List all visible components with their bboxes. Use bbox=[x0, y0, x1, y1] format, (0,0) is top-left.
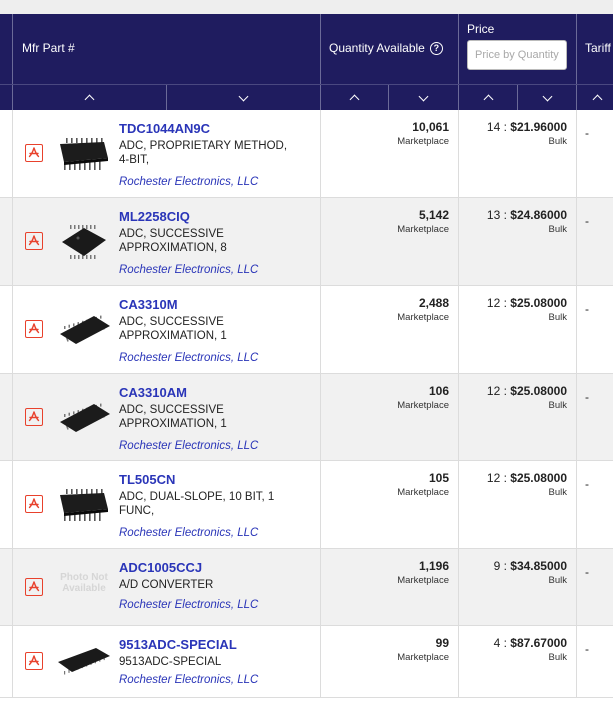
column-divider bbox=[458, 110, 459, 197]
header-price[interactable]: Price bbox=[467, 22, 495, 36]
manufacturer-link[interactable]: Rochester Electronics, LLC bbox=[119, 674, 259, 686]
price-break-qty: 12 bbox=[486, 296, 501, 310]
pdf-icon[interactable] bbox=[25, 495, 43, 513]
chevron-down-icon bbox=[239, 91, 249, 101]
chevron-up-icon bbox=[350, 95, 360, 105]
table-row[interactable] bbox=[0, 461, 613, 549]
column-divider bbox=[458, 374, 459, 460]
product-image[interactable] bbox=[56, 308, 112, 352]
price-line: 9 : $34.85000 bbox=[493, 559, 567, 573]
quantity-value: 10,061 bbox=[412, 120, 449, 134]
supplier-label: Marketplace bbox=[397, 487, 449, 498]
column-divider bbox=[12, 110, 13, 197]
pdf-icon[interactable] bbox=[25, 232, 43, 250]
column-divider bbox=[576, 549, 577, 625]
table-row[interactable] bbox=[0, 374, 613, 461]
column-divider bbox=[458, 198, 459, 285]
quantity-value: 1,196 bbox=[418, 559, 449, 573]
quantity-value: 5,142 bbox=[418, 208, 449, 222]
supplier-label: Marketplace bbox=[397, 575, 449, 586]
sort-mfr-desc[interactable] bbox=[167, 85, 320, 110]
price-cell bbox=[487, 471, 567, 498]
column-divider bbox=[576, 198, 577, 285]
column-divider bbox=[458, 549, 459, 625]
table-header bbox=[0, 14, 613, 84]
column-divider bbox=[320, 626, 321, 697]
price-break-qty: 13 bbox=[486, 208, 501, 222]
table-row[interactable] bbox=[0, 110, 613, 198]
header-quantity-label: Quantity Available bbox=[329, 41, 425, 55]
price-cell bbox=[487, 120, 567, 147]
price-break-qty: 12 bbox=[486, 384, 501, 398]
packaging: Bulk bbox=[548, 487, 567, 498]
column-divider bbox=[576, 461, 577, 548]
tariff-value: - bbox=[585, 642, 589, 656]
column-divider bbox=[12, 374, 13, 460]
price-by-quantity-input[interactable] bbox=[467, 40, 567, 70]
quantity-value: 105 bbox=[428, 471, 449, 485]
manufacturer-link[interactable]: Rochester Electronics, LLC bbox=[119, 176, 259, 188]
quantity-available bbox=[397, 636, 449, 663]
pdf-icon[interactable] bbox=[25, 408, 43, 426]
part-number-link[interactable]: ADC1005CCJ bbox=[119, 560, 203, 575]
supplier-label: Marketplace bbox=[397, 224, 449, 235]
quantity-available bbox=[397, 120, 449, 147]
product-image[interactable] bbox=[56, 396, 112, 440]
price-line: 14 : $21.96000 bbox=[486, 120, 567, 134]
header-divider bbox=[320, 14, 321, 84]
header-divider bbox=[576, 14, 577, 84]
price-line: 12 : $25.08000 bbox=[486, 384, 567, 398]
part-description: ADC, SUCCESSIVE APPROXIMATION, 1 bbox=[119, 404, 227, 430]
header-mfr-part[interactable]: Mfr Part # bbox=[22, 41, 75, 55]
sort-price-desc[interactable] bbox=[518, 85, 576, 110]
table-row[interactable] bbox=[0, 626, 613, 698]
part-number-link[interactable]: TDC1044AN9C bbox=[119, 121, 211, 136]
unit-price: $25.08000 bbox=[510, 296, 567, 310]
unit-price: $24.86000 bbox=[510, 208, 567, 222]
column-divider bbox=[12, 286, 13, 373]
manufacturer-link[interactable]: Rochester Electronics, LLC bbox=[119, 440, 259, 452]
supplier-label: Marketplace bbox=[397, 652, 449, 663]
column-divider bbox=[12, 198, 13, 285]
price-line: 4 : $87.67000 bbox=[493, 636, 567, 650]
pdf-icon[interactable] bbox=[25, 320, 43, 338]
column-divider bbox=[12, 626, 13, 697]
packaging: Bulk bbox=[548, 312, 567, 323]
price-line: 12 : $25.08000 bbox=[486, 296, 567, 310]
part-number-link[interactable]: CA3310M bbox=[119, 297, 178, 312]
packaging: Bulk bbox=[548, 224, 567, 235]
packaging: Bulk bbox=[548, 652, 567, 663]
column-divider bbox=[320, 198, 321, 285]
part-description: ADC, PROPRIETARY METHOD, 4-BIT, bbox=[119, 140, 288, 166]
column-divider bbox=[320, 549, 321, 625]
column-divider bbox=[12, 549, 13, 625]
unit-price: $25.08000 bbox=[510, 471, 567, 485]
tariff-value: - bbox=[585, 126, 589, 140]
top-strip bbox=[0, 0, 613, 14]
pdf-icon[interactable] bbox=[25, 652, 43, 670]
packaging: Bulk bbox=[548, 575, 567, 586]
supplier-label: Marketplace bbox=[397, 312, 449, 323]
column-divider bbox=[320, 374, 321, 460]
price-break-qty: 4 bbox=[493, 636, 501, 650]
price-line: 12 : $25.08000 bbox=[486, 471, 567, 485]
quantity-available bbox=[397, 296, 449, 323]
photo-not-available: Photo Not Available bbox=[60, 572, 108, 594]
quantity-value: 106 bbox=[428, 384, 449, 398]
price-line: 13 : $24.86000 bbox=[486, 208, 567, 222]
part-number-link[interactable]: CA3310AM bbox=[119, 385, 187, 400]
part-number-link[interactable]: ML2258CIQ bbox=[119, 209, 190, 224]
part-number-link[interactable]: TL505CN bbox=[119, 472, 176, 487]
manufacturer-link[interactable]: Rochester Electronics, LLC bbox=[119, 599, 259, 611]
part-description: ADC, SUCCESSIVE APPROXIMATION, 8 bbox=[119, 228, 227, 254]
part-description: ADC, DUAL-SLOPE, 10 BIT, 1 FUNC, bbox=[119, 491, 275, 517]
part-description: ADC, SUCCESSIVE APPROXIMATION, 1 bbox=[119, 316, 227, 342]
unit-price: $21.96000 bbox=[510, 120, 567, 134]
column-divider bbox=[320, 461, 321, 548]
price-break-qty: 12 bbox=[486, 471, 501, 485]
unit-price: $34.85000 bbox=[510, 559, 567, 573]
price-break-qty: 9 bbox=[493, 559, 501, 573]
column-divider bbox=[576, 374, 577, 460]
table-row[interactable] bbox=[0, 286, 613, 374]
supplier-label: Marketplace bbox=[397, 400, 449, 411]
packaging: Bulk bbox=[548, 400, 567, 411]
quantity-available bbox=[397, 384, 449, 411]
quantity-value: 99 bbox=[435, 636, 449, 650]
price-cell bbox=[494, 636, 567, 663]
chevron-up-icon bbox=[483, 95, 493, 105]
chevron-down-icon bbox=[419, 91, 429, 101]
quantity-available bbox=[397, 559, 449, 586]
quantity-available bbox=[397, 471, 449, 498]
column-divider bbox=[320, 286, 321, 373]
product-image[interactable] bbox=[56, 132, 112, 176]
product-image[interactable] bbox=[56, 640, 112, 684]
manufacturer-link[interactable]: Rochester Electronics, LLC bbox=[119, 352, 259, 364]
price-cell bbox=[487, 296, 567, 323]
header-tariff[interactable]: Tariff bbox=[585, 41, 611, 55]
column-divider bbox=[458, 286, 459, 373]
question-circle-icon[interactable]: ? bbox=[430, 42, 443, 55]
chevron-up-icon bbox=[85, 95, 95, 105]
unit-price: $87.67000 bbox=[510, 636, 567, 650]
column-divider bbox=[458, 461, 459, 548]
pdf-icon[interactable] bbox=[25, 578, 43, 596]
price-break-qty: 14 bbox=[486, 120, 501, 134]
product-image[interactable] bbox=[56, 220, 112, 264]
packaging: Bulk bbox=[548, 136, 567, 147]
column-divider bbox=[12, 461, 13, 548]
table-row[interactable] bbox=[0, 549, 613, 626]
unit-price: $25.08000 bbox=[510, 384, 567, 398]
column-divider bbox=[576, 110, 577, 197]
sort-tariff-asc[interactable] bbox=[577, 85, 613, 110]
chevron-down-icon bbox=[542, 91, 552, 101]
sort-mfr-asc[interactable] bbox=[13, 85, 166, 110]
manufacturer-link[interactable]: Rochester Electronics, LLC bbox=[119, 264, 259, 276]
header-divider bbox=[458, 14, 459, 84]
price-cell bbox=[487, 208, 567, 235]
column-divider bbox=[320, 110, 321, 197]
column-divider bbox=[576, 626, 577, 697]
tariff-value: - bbox=[585, 565, 589, 579]
price-cell bbox=[487, 384, 567, 411]
price-cell bbox=[494, 559, 567, 586]
chevron-up-icon bbox=[592, 95, 602, 105]
part-number-link[interactable]: 9513ADC-SPECIAL bbox=[119, 637, 237, 652]
sort-row bbox=[0, 84, 613, 110]
tariff-value: - bbox=[585, 302, 589, 316]
tariff-value: - bbox=[585, 477, 589, 491]
table-row[interactable] bbox=[0, 198, 613, 286]
part-description: A/D CONVERTER bbox=[119, 579, 214, 591]
product-image[interactable] bbox=[56, 483, 112, 527]
tariff-value: - bbox=[585, 390, 589, 404]
pdf-icon[interactable] bbox=[25, 144, 43, 162]
manufacturer-link[interactable]: Rochester Electronics, LLC bbox=[119, 527, 259, 539]
quantity-available bbox=[397, 208, 449, 235]
header-divider bbox=[12, 14, 13, 84]
part-description: 9513ADC-SPECIAL bbox=[119, 656, 222, 668]
tariff-value: - bbox=[585, 214, 589, 228]
quantity-value: 2,488 bbox=[418, 296, 449, 310]
column-divider bbox=[458, 626, 459, 697]
supplier-label: Marketplace bbox=[397, 136, 449, 147]
sort-qty-asc[interactable] bbox=[321, 85, 388, 110]
sort-price-asc[interactable] bbox=[459, 85, 517, 110]
header-quantity[interactable] bbox=[329, 41, 443, 55]
sort-qty-desc[interactable] bbox=[389, 85, 458, 110]
column-divider bbox=[576, 286, 577, 373]
